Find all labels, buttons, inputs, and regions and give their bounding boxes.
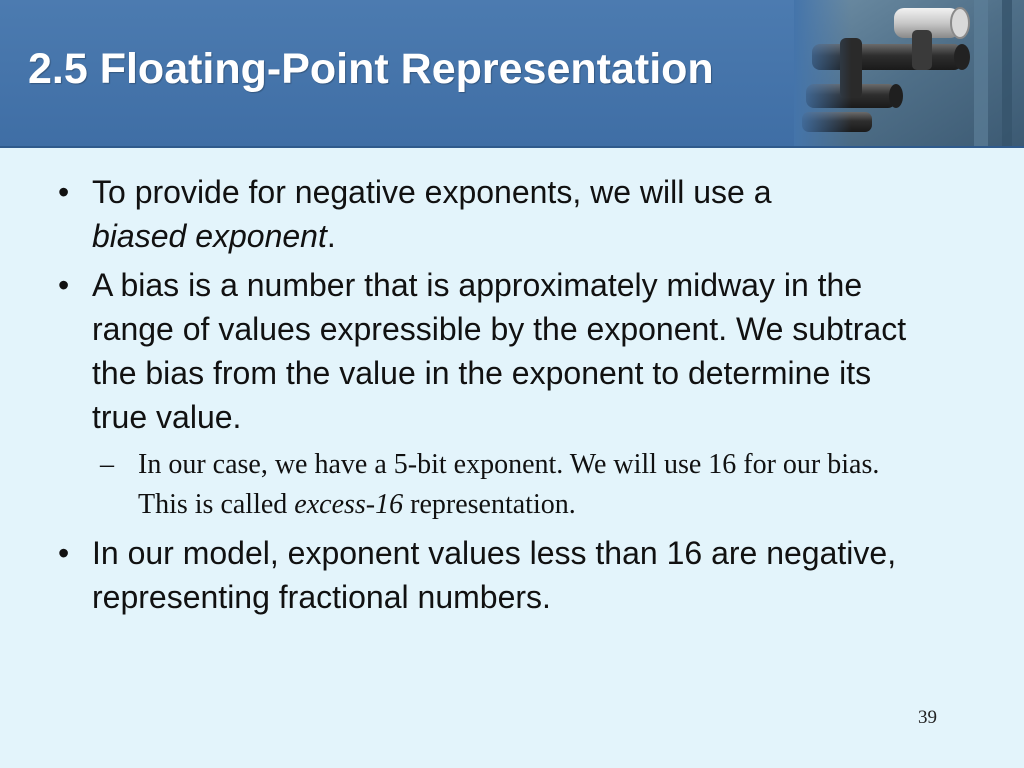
title-bar [0, 0, 1024, 148]
bullet-text: To provide for negative exponents, we will use a [92, 174, 772, 210]
bullet-item [48, 263, 908, 525]
page-number: 39 [918, 707, 937, 728]
bullet-item [48, 531, 908, 619]
sub-bullet-text: representation. [403, 489, 576, 520]
bullet-text: In our model, exponent values less than 16 are negative, representing fractional numbers. [92, 535, 897, 615]
bullet-text: . [326, 218, 336, 254]
bullet-marker: • [58, 174, 70, 210]
sub-bullet-list [92, 445, 908, 525]
sub-bullet-text: In our case, we have a 5-bit exponent. We will use 16 for our bias. This is called [138, 449, 880, 520]
pipes-photo [794, 0, 1024, 146]
slide-title: 2.5 Floating-Point Representation [28, 45, 714, 93]
emphasis-text: excess-16 [294, 489, 404, 520]
bullet-marker: • [58, 267, 70, 303]
bullet-list [48, 170, 908, 624]
emphasis-text: biased exponent [92, 218, 327, 254]
sub-bullet-item [92, 445, 908, 525]
bullet-text: A bias is a number that is approximately midway in the range of values expressible by the exponent. We subtract the bias from the value in the exponent to determine its true value. [92, 267, 907, 435]
bullet-item [48, 170, 908, 258]
bullet-marker: • [58, 535, 70, 571]
sub-bullet-marker: – [100, 449, 114, 480]
